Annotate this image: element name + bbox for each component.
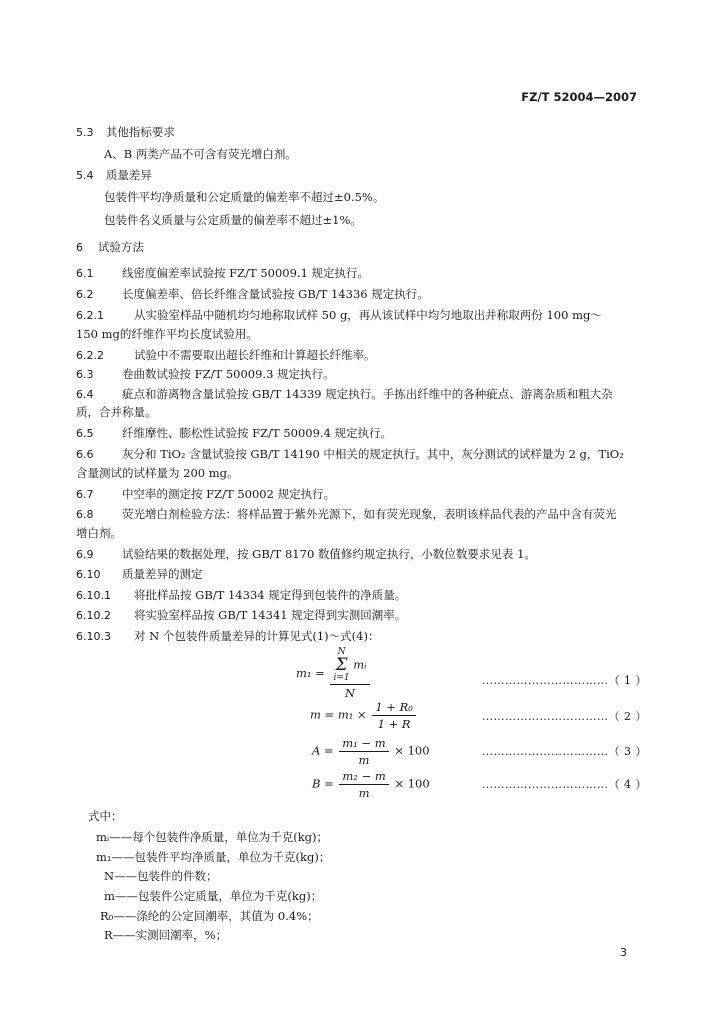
formula-2 bbox=[310, 700, 418, 731]
formula-2-label: ……………………………（ 2 ） bbox=[482, 710, 647, 723]
formula-lhs: m₁ = bbox=[296, 666, 325, 680]
item-text: 卷曲数试验按 FZ/T 50009.3 规定执行。 bbox=[122, 367, 335, 381]
item-text: 试验中不需要取出超长纤维和计算超长纤维率。 bbox=[134, 348, 376, 362]
item-number: 6.10.1 bbox=[76, 589, 111, 602]
item-6-4-cont: 质，合并称量。 bbox=[76, 405, 157, 419]
item-text: 将实验室样品按 GB/T 14341 规定得到实测回潮率。 bbox=[134, 608, 407, 622]
item-6-8 bbox=[76, 506, 617, 522]
formula-4 bbox=[312, 769, 430, 800]
item-6-10 bbox=[76, 566, 203, 582]
item-text: 荧光增白剂检验方法：将样品置于紫外光源下，如有荧光现象，表明该样品代表的产品中含有荧光 bbox=[122, 507, 617, 521]
item-number: 6.7 bbox=[76, 488, 94, 501]
def-item: N——包装件的件数； bbox=[104, 869, 218, 883]
numerator bbox=[330, 648, 369, 685]
section-5-4-line2: 包装件名义质量与公定质量的偏差率不超过±1%。 bbox=[104, 213, 362, 227]
section-number: 5.3 bbox=[76, 126, 94, 139]
item-6-2-2 bbox=[76, 347, 376, 363]
item-6-4 bbox=[76, 386, 613, 402]
item-text: 长度偏差率、倍长纤维含量试验按 GB/T 14336 规定执行。 bbox=[122, 287, 429, 301]
section-title: 其他指标要求 bbox=[105, 125, 175, 139]
denominator: 1 + R bbox=[377, 717, 411, 731]
item-6-6 bbox=[76, 446, 624, 462]
item-text: 对 N 个包装件质量差异的计算见式(1)～式(4)： bbox=[134, 629, 380, 643]
item-number: 6.2.1 bbox=[76, 309, 104, 322]
item-text: 纤维摩性、膨松性试验按 FZ/T 50009.4 规定执行。 bbox=[122, 426, 393, 440]
item-text: 疵点和游离物含量试验按 GB/T 14339 规定执行。手拣出纤维中的各种疵点、游离杂质和粗大杂 bbox=[122, 387, 613, 401]
numerator: 1 + R₀ bbox=[372, 700, 416, 716]
formula-4-label: ……………………………（ 4 ） bbox=[482, 778, 647, 791]
numerator: m₁ − m bbox=[339, 736, 388, 752]
page-number: 3 bbox=[620, 946, 627, 959]
def-item: m——包装件公定质量，单位为千克(kg)； bbox=[104, 889, 323, 903]
denominator: m bbox=[358, 786, 370, 800]
sum-symbol: Σ bbox=[335, 655, 348, 675]
item-text: 线密度偏差率试验按 FZ/T 50009.1 规定执行。 bbox=[122, 266, 370, 280]
section-6 bbox=[76, 239, 144, 255]
item-6-6-cont: 含量测试的试样量为 200 mg。 bbox=[76, 466, 239, 480]
section-number: 6 bbox=[76, 241, 83, 254]
item-6-2-1 bbox=[76, 307, 602, 323]
item-text: 中空率的测定按 FZ/T 50002 规定执行。 bbox=[122, 487, 336, 501]
sum-lower: i=1 bbox=[333, 673, 350, 683]
item-6-5 bbox=[76, 425, 392, 441]
item-number: 6.10.3 bbox=[76, 630, 111, 643]
item-number: 6.10.2 bbox=[76, 609, 111, 622]
formula-lhs: A = bbox=[312, 743, 334, 758]
summation bbox=[333, 648, 349, 683]
section-5-4 bbox=[76, 167, 152, 183]
item-number: 6.10 bbox=[76, 568, 101, 581]
sum-upper: N bbox=[337, 647, 346, 657]
denominator: m bbox=[358, 753, 370, 767]
item-6-8-cont: 增白剂。 bbox=[76, 526, 122, 540]
item-6-3 bbox=[76, 366, 335, 382]
def-item: R₀——涤纶的公定回潮率，其值为 0.4%； bbox=[100, 909, 319, 923]
item-text: 试验结果的数据处理，按 GB/T 8170 数值修约规定执行，小数位数要求见表 1。 bbox=[122, 547, 536, 561]
item-6-10-1 bbox=[76, 587, 406, 603]
item-6-1 bbox=[76, 265, 369, 281]
item-6-2 bbox=[76, 286, 429, 302]
section-title: 质量差异 bbox=[105, 168, 152, 182]
item-text: 质量差异的测定 bbox=[122, 567, 203, 581]
item-text: 灰分和 TiO₂ 含量试验按 GB/T 14190 中相关的规定执行。其中，灰分测试的试样量为 2 g，TiO₂ bbox=[122, 447, 624, 461]
where-title: 式中： bbox=[88, 809, 123, 823]
formula-lhs: B = bbox=[312, 776, 334, 791]
fraction bbox=[372, 700, 416, 731]
item-number: 6.5 bbox=[76, 427, 94, 440]
section-number: 5.4 bbox=[76, 169, 94, 182]
item-number: 6.3 bbox=[76, 368, 94, 381]
item-6-7 bbox=[76, 486, 335, 502]
item-number: 6.6 bbox=[76, 448, 94, 461]
formula-1 bbox=[296, 648, 372, 700]
formula-tail: × 100 bbox=[394, 743, 430, 758]
item-6-2-1-cont: 150 mg的纤维作平均长度试验用。 bbox=[76, 327, 258, 341]
def-item: R——实测回潮率，%； bbox=[104, 928, 228, 942]
item-number: 6.1 bbox=[76, 267, 94, 280]
fraction bbox=[339, 736, 388, 767]
standard-code: FZ/T 52004—2007 bbox=[521, 90, 637, 104]
formula-1-label: ……………………………（ 1 ） bbox=[482, 674, 647, 687]
numerator: m₂ − m bbox=[339, 769, 388, 785]
fraction bbox=[339, 769, 388, 800]
formula-3-label: ……………………………（ 3 ） bbox=[482, 745, 647, 758]
item-text: 将批样品按 GB/T 14334 规定得到包装件的净质量。 bbox=[134, 588, 407, 602]
def-item: mᵢ——每个包装件净质量，单位为千克(kg)； bbox=[96, 830, 329, 844]
item-text: 从实验室样品中随机均匀地称取试样 50 g，再从该试样中均匀地取出并称取两份 100 mg～ bbox=[134, 308, 602, 322]
item-number: 6.2.2 bbox=[76, 349, 104, 362]
item-6-10-2 bbox=[76, 607, 406, 623]
section-title: 试验方法 bbox=[97, 240, 144, 254]
item-number: 6.2 bbox=[76, 288, 94, 301]
formula-lhs: m = m₁ × bbox=[310, 707, 367, 722]
item-number: 6.8 bbox=[76, 508, 94, 521]
def-item: m₁——包装件平均净质量，单位为千克(kg)； bbox=[96, 850, 331, 864]
item-6-9 bbox=[76, 546, 536, 562]
section-5-4-line1: 包装件平均净质量和公定质量的偏差率不超过±0.5%。 bbox=[104, 190, 385, 204]
formula-3 bbox=[312, 736, 430, 767]
section-5-3-text: A、B 两类产品不可含有荧光增白剂。 bbox=[104, 147, 297, 161]
section-5-3 bbox=[76, 124, 175, 140]
sum-term: mᵢ bbox=[353, 657, 367, 672]
item-6-10-3 bbox=[76, 628, 379, 644]
formula-tail: × 100 bbox=[394, 776, 430, 791]
denominator: N bbox=[344, 686, 356, 700]
item-number: 6.9 bbox=[76, 548, 94, 561]
fraction bbox=[330, 648, 369, 700]
item-number: 6.4 bbox=[76, 388, 94, 401]
